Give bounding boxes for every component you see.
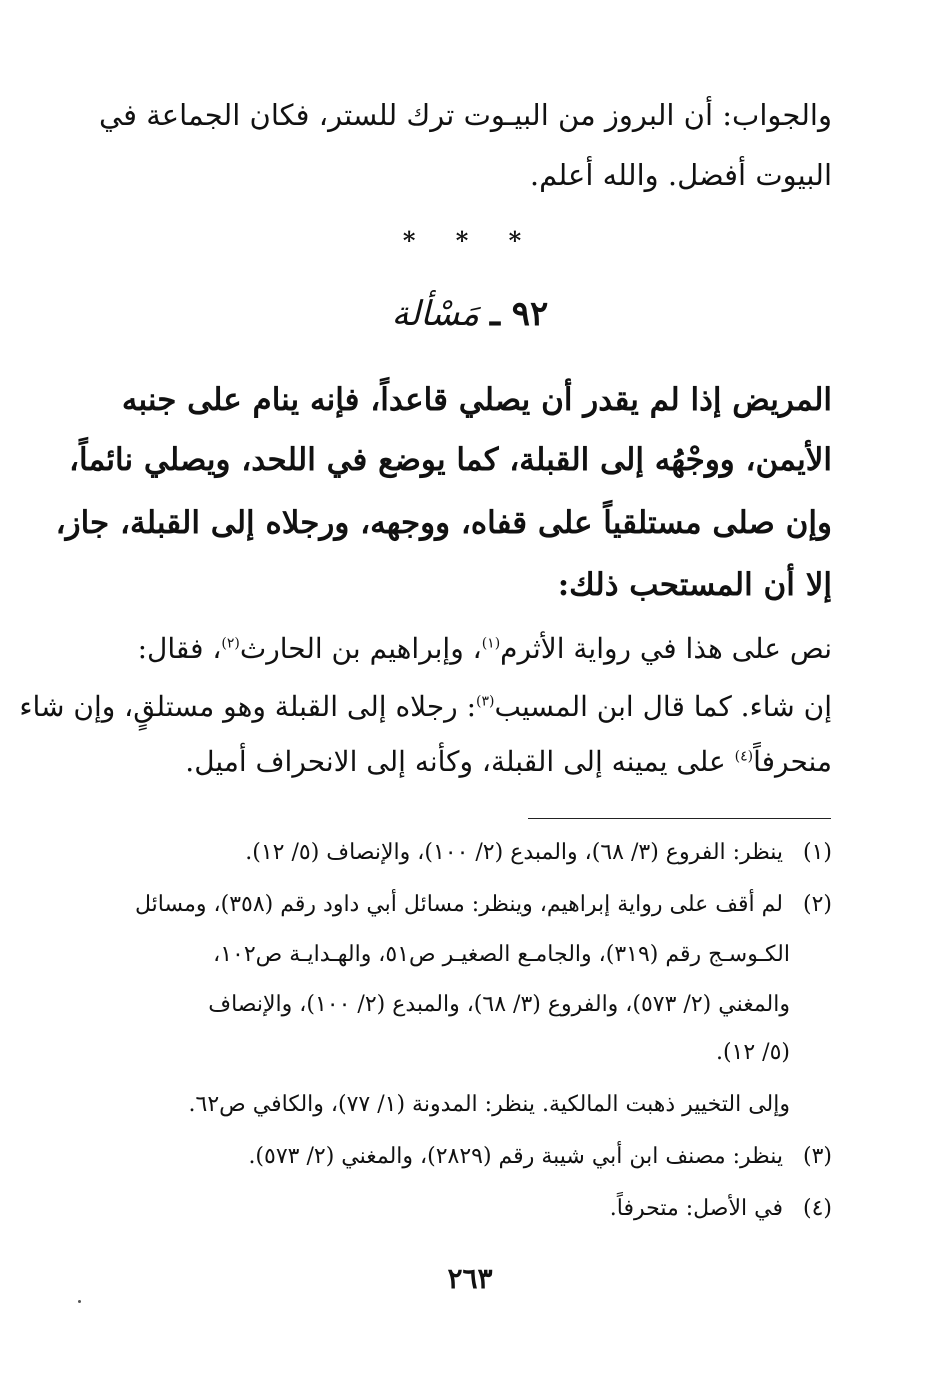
footnote-2-line-3: والمغني (٢/ ٥٧٣)، والفروع (٣/ ٦٨)، والمبدع (٢/ ١٠٠)، والإنصاف [208,992,790,1017]
answer-text: ، فقال: [137,632,222,665]
footnote-ref-2[interactable]: (٢) [221,635,240,652]
section-separator: * * * [402,226,538,255]
footnote-text: ينظر: الفروع (٣/ ٦٨)، والمبدع (٢/ ١٠٠)، والإنصاف (٥/ ١٢). [245,840,783,865]
question-line-2: الأيمن، ووجْهُه إلى القبلة، كما يوضع في اللحد، ويصلي نائماً، [69,442,832,478]
answer-text: نص على هذا في رواية الأثرم [500,632,832,665]
intro-line-2: البيوت أفضل. والله أعلم. [529,158,832,192]
footnote-2-line-4: (٥/ ١٢). [715,1040,790,1065]
intro-line-1: والجواب: أن البروز من البيـوت ترك للستر، فكان الجماعة في [99,98,832,132]
footnote-number: (١) [802,840,832,865]
footnote-ref-4[interactable]: (٤) [734,748,754,765]
answer-text: على يمينه إلى القبلة، وكأنه إلى الانحراف أميل. [185,745,735,778]
answer-line-1 [108,632,832,665]
answer-text: : رجلاه إلى القبلة وهو مستلقٍ، وإن شاء [19,690,476,723]
answer-line-2 [19,690,832,723]
question-line-4: إلا أن المستحب ذلك: [557,567,832,603]
footnote-3 [108,1144,832,1169]
question-line-3: وإن صلى مستلقياً على قفاه، ووجهه، ورجلاه إلى القبلة، جاز، [55,505,832,541]
section-word: مَسْألة [391,294,480,334]
answer-text: منحرفاً [753,745,832,778]
page-number: ٢٦٣ [447,1262,493,1295]
answer-text: ، وإبراهيم بن الحارث [239,632,482,665]
footnote-ref-1[interactable]: (١) [481,635,501,652]
footnote-1 [108,840,832,865]
footnote-text: لم أقف على رواية إبراهيم، وينظر: مسائل أبي داود رقم (٣٥٨)، ومسائل [135,892,783,917]
section-number: ٩٢ ـ [489,294,549,334]
footnote-text: ينظر: مصنف ابن أبي شيبة رقم (٢٨٢٩)، والمغني (٢/ ٥٧٣). [248,1144,783,1169]
section-heading [0,294,940,334]
footnote-number: (٣) [802,1144,832,1169]
footnote-number: (٤) [802,1196,832,1221]
footnote-ref-3[interactable]: (٣) [476,693,495,710]
footnote-number: (٢) [802,892,832,917]
footnote-2 [108,892,832,917]
answer-text: إن شاء. كما قال ابن المسيب [494,690,832,723]
footnote-2-line-2: الكـوسـج رقم (٣١٩)، والجامـع الصغيـر ص٥١، والهـدايـة ص١٠٢، [213,942,790,967]
scan-speck [78,1300,81,1303]
footnote-divider [528,818,831,819]
question-line-1: المريض إذا لم يقدر أن يصلي قاعداً، فإنه ينام على جنبه [121,382,832,418]
footnote-4 [108,1196,832,1221]
footnote-2-line-5: وإلى التخيير ذهبت المالكية. ينظر: المدونة (١/ ٧٧)، والكافي ص٦٢. [188,1092,790,1117]
answer-line-3 [108,745,832,778]
footnote-text: في الأصل: متحرفاً. [609,1196,783,1221]
